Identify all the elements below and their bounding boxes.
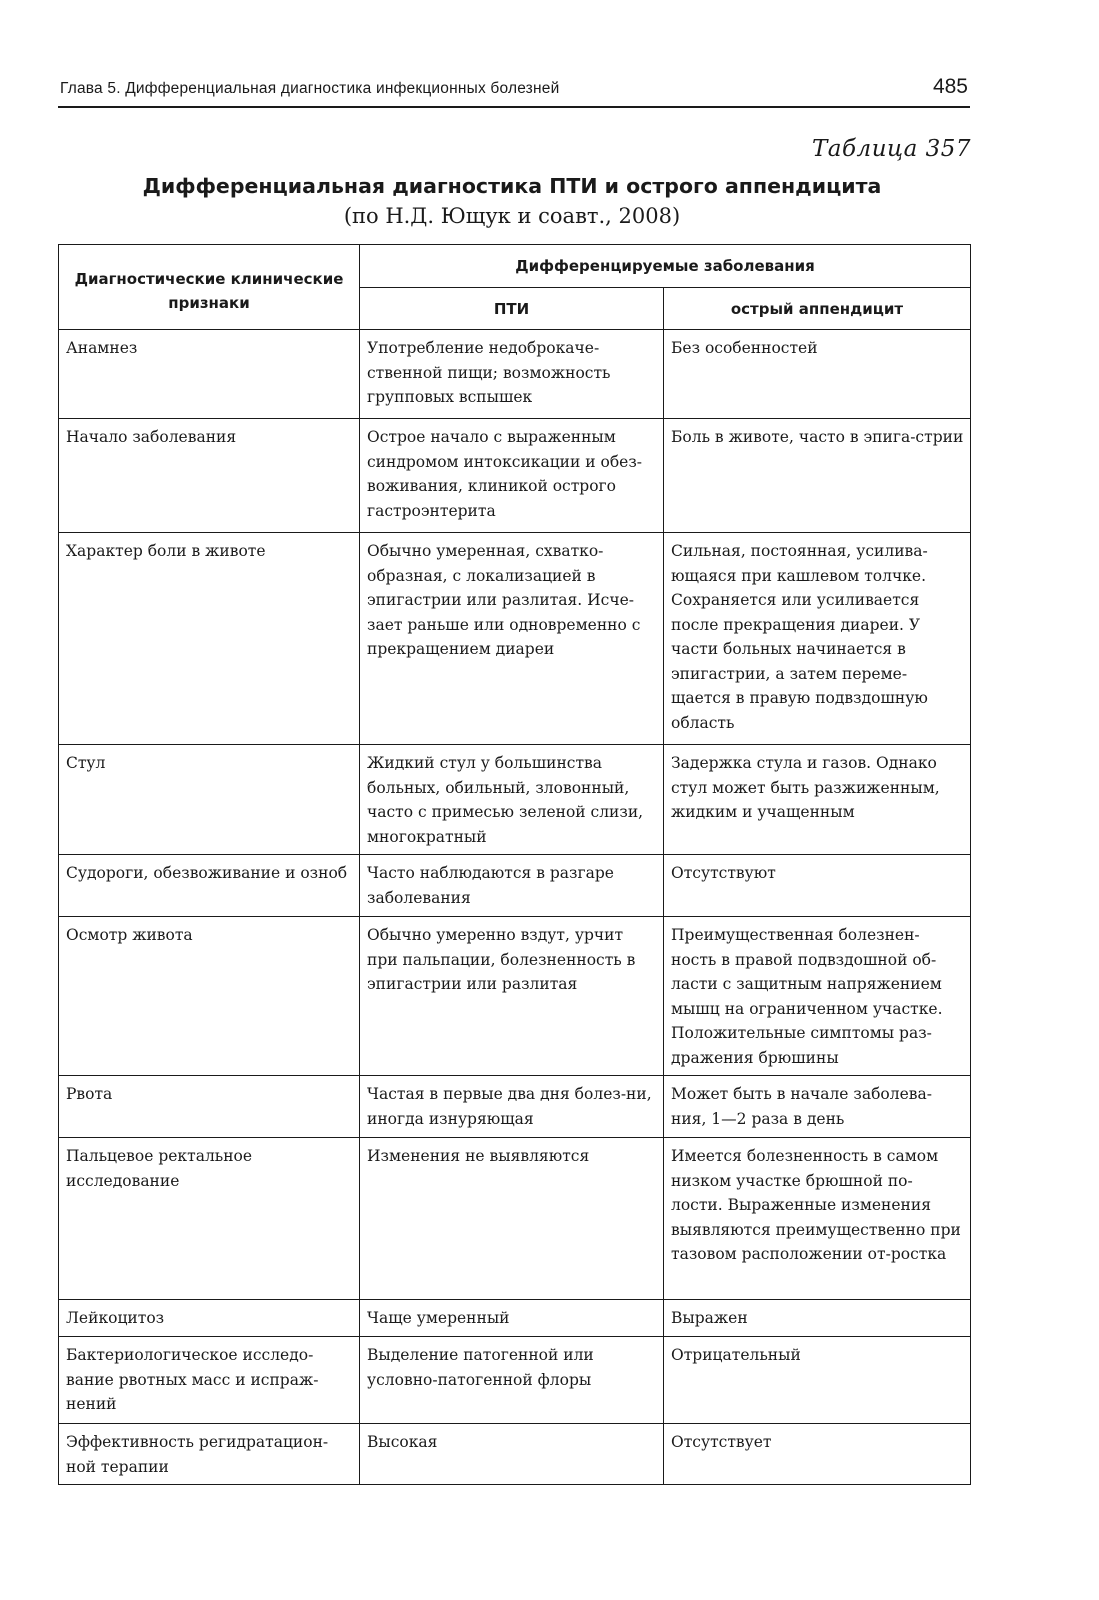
row-feature-cell: Судороги, обезвоживание и озноб — [59, 855, 360, 917]
table-title: Дифференциальная диагностика ПТИ и острого аппендицита — [142, 174, 882, 198]
row-appendicitis-cell: Может быть в начале заболева-ния, 1—2 раза в день — [664, 1076, 971, 1138]
table-subtitle: (по Н.Д. Ющук и соавт., 2008) — [343, 204, 681, 228]
row-feature-cell: Характер боли в животе — [59, 533, 360, 745]
table-row — [59, 1337, 971, 1424]
table-body — [59, 330, 971, 1485]
row-pti-cell: Часто наблюдаются в разгаре заболевания — [360, 855, 664, 917]
table-row — [59, 1076, 971, 1138]
column-header-appendicitis: острый аппендицит — [664, 288, 971, 330]
table-row — [59, 1300, 971, 1337]
row-feature-cell: Эффективность регидратацион-ной терапии — [59, 1424, 360, 1485]
row-pti-cell: Выделение патогенной или условно-патогенной флоры — [360, 1337, 664, 1424]
row-pti-cell: Острое начало с выраженным синдромом интоксикации и обез-воживания, клиникой острого гастроэнтерита — [360, 419, 664, 533]
row-appendicitis-cell: Сильная, постоянная, усилива-ющаяся при кашлевом толчке. Сохраняется или усиливается после прекращения диареи. У части больных начинается в эпигастрии, а затем переме-щается в правую подвздошную область — [664, 533, 971, 745]
row-pti-cell: Употребление недоброкаче-ственной пищи; возможность групповых вспышек — [360, 330, 664, 419]
group-column-header: Дифференцируемые заболевания — [360, 245, 971, 288]
row-feature-cell: Стул — [59, 745, 360, 855]
row-appendicitis-cell: Имеется болезненность в самом низком участке брюшной по-лости. Выраженные изменения выявляются преимущественно при тазовом расположении от-ростка — [664, 1138, 971, 1300]
row-appendicitis-cell: Отсутствуют — [664, 855, 971, 917]
row-appendicitis-cell: Выражен — [664, 1300, 971, 1337]
table-row — [59, 917, 971, 1076]
row-appendicitis-cell: Без особенностей — [664, 330, 971, 419]
chapter-title: Глава 5. Дифференциальная диагностика инфекционных болезней — [60, 80, 560, 97]
column-header-pti: ПТИ — [360, 288, 664, 330]
page-number: 485 — [932, 75, 968, 98]
row-pti-cell: Жидкий стул у большинства больных, обильный, зловонный, часто с примесью зеленой слизи, многократный — [360, 745, 664, 855]
table-label: Таблица 357 — [811, 136, 971, 162]
row-feature-cell: Бактериологическое исследо-вание рвотных масс и испраж-нений — [59, 1337, 360, 1424]
diagnosis-table — [58, 244, 971, 1485]
row-appendicitis-cell: Преимущественная болезнен-ность в правой подвздошной об-ласти с защитным напряжением мышц на ограниченном участке. Положительные симптомы раз-дражения брюшины — [664, 917, 971, 1076]
table-row — [59, 419, 971, 533]
table-row — [59, 533, 971, 745]
table-row — [59, 1424, 971, 1485]
table-row — [59, 1138, 971, 1300]
row-feature-cell: Лейкоцитоз — [59, 1300, 360, 1337]
table-row — [59, 855, 971, 917]
running-head — [58, 75, 970, 108]
table-row — [59, 745, 971, 855]
row-appendicitis-cell: Боль в животе, часто в эпига-стрии — [664, 419, 971, 533]
table-row — [59, 330, 971, 419]
row-appendicitis-cell: Отсутствует — [664, 1424, 971, 1485]
row-appendicitis-cell: Задержка стула и газов. Однако стул может быть разжиженным, жидким и учащенным — [664, 745, 971, 855]
row-pti-cell: Частая в первые два дня болез-ни, иногда изнуряющая — [360, 1076, 664, 1138]
row-feature-cell: Осмотр живота — [59, 917, 360, 1076]
row-feature-cell: Пальцевое ректальное исследование — [59, 1138, 360, 1300]
row-pti-cell: Обычно умеренная, схватко-образная, с локализацией в эпигастрии или разлитая. Исче-зает раньше или одновременно с прекращением диареи — [360, 533, 664, 745]
row-pti-cell: Высокая — [360, 1424, 664, 1485]
row-pti-cell: Обычно умеренно вздут, урчит при пальпации, болезненность в эпигастрии или разлитая — [360, 917, 664, 1076]
row-pti-cell: Изменения не выявляются — [360, 1138, 664, 1300]
row-pti-cell: Чаще умеренный — [360, 1300, 664, 1337]
feature-column-header: Диагностические клинические признаки — [59, 245, 360, 330]
row-feature-cell: Начало заболевания — [59, 419, 360, 533]
row-feature-cell: Анамнез — [59, 330, 360, 419]
row-appendicitis-cell: Отрицательный — [664, 1337, 971, 1424]
row-feature-cell: Рвота — [59, 1076, 360, 1138]
